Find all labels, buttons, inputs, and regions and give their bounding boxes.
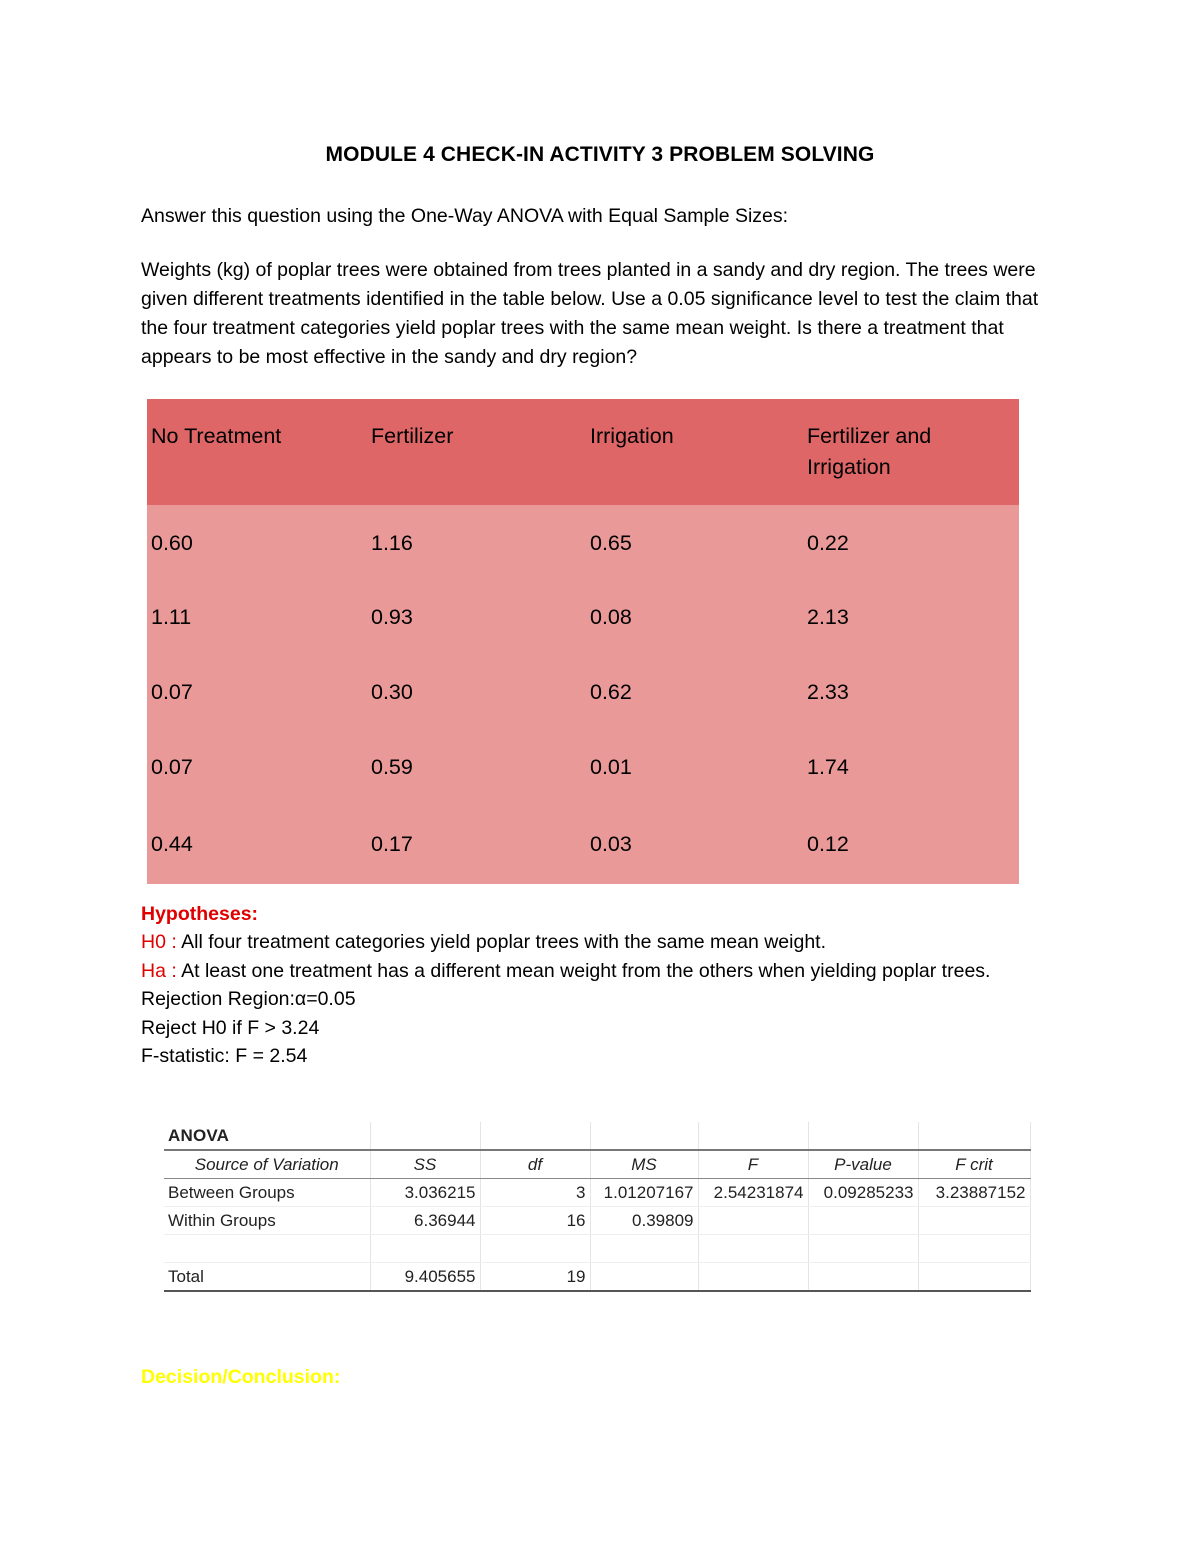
anova-cell: [918, 1263, 1030, 1292]
reject-rule: Reject H0 if F > 3.24: [141, 1016, 320, 1039]
anova-cell: [698, 1235, 808, 1263]
anova-cell: [480, 1235, 590, 1263]
anova-cell: Between Groups: [164, 1179, 370, 1207]
anova-cell: [808, 1235, 918, 1263]
anova-header-f: F: [698, 1150, 808, 1179]
anova-header-row: [164, 1150, 1030, 1179]
table-row: [147, 580, 1019, 655]
anova-cell: 2.54231874: [698, 1179, 808, 1207]
anova-cell: [918, 1235, 1030, 1263]
anova-cell: 19: [480, 1263, 590, 1292]
anova-cell: 1.01207167: [590, 1179, 698, 1207]
table-cell: 0.22: [807, 530, 849, 555]
hypotheses-heading: Hypotheses:: [141, 903, 259, 925]
anova-cell: [164, 1235, 370, 1263]
f-statistic: F-statistic: F = 2.54: [141, 1045, 308, 1068]
anova-cell: 16: [480, 1207, 590, 1235]
ha-text: At least one treatment has a different mean weight from the others when yielding poplar trees.: [181, 959, 991, 982]
table-cell: 0.17: [371, 832, 413, 856]
table-cell: 0.08: [590, 605, 632, 629]
anova-row: [164, 1235, 1030, 1263]
anova-cell: 0.09285233: [808, 1179, 918, 1207]
anova-cell: [698, 1207, 808, 1235]
rejection-region: Rejection Region:α=0.05: [141, 988, 356, 1011]
anova-cell: [370, 1235, 480, 1263]
table-row: [147, 655, 1019, 730]
table-cell: 1.11: [151, 605, 192, 629]
anova-cell: 3.036215: [370, 1179, 480, 1207]
anova-header-f-crit: F crit: [918, 1150, 1030, 1179]
anova-header-ms: MS: [590, 1150, 698, 1179]
table-cell: 0.07: [151, 755, 193, 779]
anova-cell: [590, 1235, 698, 1263]
h0-label: H0 :: [141, 931, 177, 954]
anova-header-ss: SS: [370, 1150, 480, 1179]
header-fertilizer-and-irrigation: Fertilizer and Irrigation: [807, 424, 932, 479]
table-cell: 2.13: [807, 605, 849, 629]
anova-cell: [808, 1263, 918, 1292]
h0-text: All four treatment categories yield poplar trees with the same mean weight.: [181, 931, 827, 954]
table-cell: 1.16: [371, 530, 413, 555]
table-cell: 0.62: [590, 680, 632, 704]
table-cell: 0.03: [590, 832, 632, 856]
table-cell: 0.65: [590, 530, 632, 555]
table-cell: 0.59: [371, 755, 413, 779]
table-cell: 0.60: [151, 530, 193, 555]
anova-header-df: df: [480, 1150, 590, 1179]
alternative-hypothesis: [141, 957, 1061, 985]
table-cell: 0.12: [807, 832, 849, 856]
table-cell: 1.74: [807, 755, 849, 779]
anova-cell: 0.39809: [590, 1207, 698, 1235]
decision-heading: Decision/Conclusion:: [141, 1366, 341, 1388]
anova-cell: [918, 1207, 1030, 1235]
header-irrigation: Irrigation: [590, 424, 674, 448]
anova-row: [164, 1207, 1030, 1235]
table-row: [147, 505, 1019, 580]
anova-cell: [808, 1207, 918, 1235]
anova-cell: Total: [164, 1263, 370, 1292]
table-row: [147, 805, 1019, 884]
anova-caption-row: [164, 1122, 1030, 1150]
anova-cell: Within Groups: [164, 1207, 370, 1235]
anova-header-p-value: P-value: [808, 1150, 918, 1179]
instructions-text: Answer this question using the One-Way ANOVA with Equal Sample Sizes:: [141, 205, 789, 227]
page-title: MODULE 4 CHECK-IN ACTIVITY 3 PROBLEM SOLVING: [325, 143, 875, 166]
anova-total-row: [164, 1263, 1030, 1292]
anova-table-image: [164, 1122, 1030, 1292]
anova-cell: 3.23887152: [918, 1179, 1030, 1207]
anova-header-source: Source of Variation: [164, 1150, 370, 1179]
table-cell: 0.93: [371, 605, 413, 629]
anova-caption: ANOVA: [164, 1122, 370, 1150]
anova-cell: [698, 1263, 808, 1292]
anova-cell: 9.405655: [370, 1263, 480, 1292]
anova-cell: [590, 1263, 698, 1292]
table-cell: 0.01: [590, 755, 632, 779]
ha-label: Ha :: [141, 959, 177, 982]
table-row: [147, 730, 1019, 805]
table-header-row: [147, 399, 1019, 505]
anova-row: [164, 1179, 1030, 1207]
null-hypothesis: [141, 928, 1061, 956]
table-cell: 0.07: [151, 680, 193, 704]
table-cell: 2.33: [807, 680, 849, 704]
problem-statement: Weights (kg) of poplar trees were obtained from trees planted in a sandy and dry region. The trees were given different treatments identified in the table below. Use a 0.05 significance level to test the claim that the four treatment categories yield poplar trees with the same mean weight. Is there a treatment that appears to be most effective in the sandy and dry region?: [141, 259, 1039, 368]
treatment-weights-table: [147, 399, 1019, 884]
hypotheses-section: [141, 900, 1061, 1070]
header-no-treatment: No Treatment: [151, 424, 282, 448]
header-fertilizer: Fertilizer: [371, 424, 454, 448]
anova-cell: 6.36944: [370, 1207, 480, 1235]
table-cell: 0.30: [371, 680, 413, 704]
anova-cell: 3: [480, 1179, 590, 1207]
table-cell: 0.44: [151, 832, 193, 856]
